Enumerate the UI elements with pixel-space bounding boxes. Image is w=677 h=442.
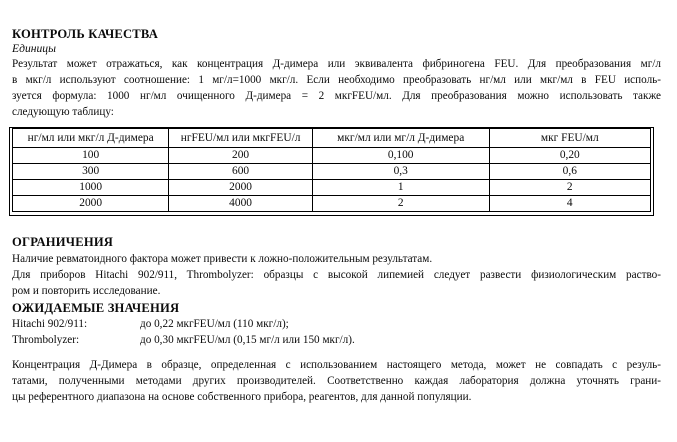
table-cell: 100 (13, 148, 169, 164)
table-cell: 0,3 (312, 164, 489, 180)
table-cell: 200 (169, 148, 313, 164)
conversion-table-header-row (13, 129, 651, 148)
paragraph-note (12, 357, 661, 405)
table-cell: 1000 (13, 180, 169, 196)
table-cell: 600 (169, 164, 313, 180)
text-line: Концентрация Д-Димера в образце, определенная с использованием настоящего метода, может не совпадать с резуль- (12, 359, 661, 371)
device-value: до 0,22 мкгFEU/мл (110 мкг/л); (140, 318, 289, 330)
table-cell: 2 (489, 180, 650, 196)
expected-values-list (12, 316, 661, 348)
table-row (13, 196, 651, 212)
expected-value-row (12, 316, 661, 332)
table-header-cell: нгFEU/мл или мкгFEU/л (169, 129, 313, 148)
table-header-cell: мкг FEU/мл (489, 129, 650, 148)
paragraph-units (12, 56, 661, 120)
table-row (13, 164, 651, 180)
limitations-body (12, 251, 661, 299)
paragraph (12, 251, 661, 267)
subheading-units: Единицы (12, 42, 56, 55)
text-line: цы референтного диапазона на основе собственного прибора, реагентов, для данной популяции. (12, 391, 472, 403)
table-cell: 0,6 (489, 164, 650, 180)
table-cell: 4 (489, 196, 650, 212)
section-heading-expected-values: ОЖИДАЕМЫЕ ЗНАЧЕНИЯ (12, 301, 180, 315)
table-row (13, 180, 651, 196)
table-cell: 4000 (169, 196, 313, 212)
section-heading-quality-control: КОНТРОЛЬ КАЧЕСТВА (12, 27, 159, 41)
expected-value-row (12, 332, 661, 348)
table-cell: 1 (312, 180, 489, 196)
table-header-cell: мкг/мл или мг/л Д-димера (312, 129, 489, 148)
device-value: до 0,30 мкгFEU/мл (0,15 мг/л или 150 мкг/л). (140, 334, 355, 346)
conversion-table (12, 128, 651, 212)
table-cell: 300 (13, 164, 169, 180)
text-line: Наличие ревматоидного фактора может привести к ложно-положительным результатам. (12, 253, 433, 265)
text-line: зуется формула: 1000 нг/мл очищенного Д-димера = 2 мкгFEU/мл. Для преобразования можно использовать также (12, 90, 661, 102)
section-heading-limitations: ОГРАНИЧЕНИЯ (12, 235, 114, 249)
text-line: следующую таблицу: (12, 106, 114, 118)
table-cell: 2000 (169, 180, 313, 196)
text-line: в мкг/л используют соотношение: 1 мг/л=1000 мкг/л. Если необходимо преобразовать нг/мл или мкг/мл в FEU исполь- (12, 74, 661, 86)
conversion-table-frame (9, 127, 654, 216)
text-line: ром и повторить исследование. (12, 285, 161, 297)
text-line: Результат может отражаться, как концентрация Д-димера или эквивалента фибриногена FEU. Для преобразования мг/л (12, 58, 661, 70)
table-cell: 0,20 (489, 148, 650, 164)
conversion-table-body (13, 148, 651, 212)
table-header-cell: нг/мл или мкг/л Д-димера (13, 129, 169, 148)
paragraph (12, 267, 661, 299)
device-label: Thrombolyzer: (12, 334, 80, 346)
table-cell: 2000 (13, 196, 169, 212)
table-cell: 2 (312, 196, 489, 212)
table-cell: 0,100 (312, 148, 489, 164)
table-row (13, 148, 651, 164)
device-label: Hitachi 902/911: (12, 318, 88, 330)
text-line: татами, полученными методами других производителей. Соответственно каждая лаборатория должна уточнять грани- (12, 375, 661, 387)
text-line: Для приборов Hitachi 902/911, Thrombolyzer: образцы с высокой липемией следует развести физиологическим раство- (12, 269, 661, 281)
